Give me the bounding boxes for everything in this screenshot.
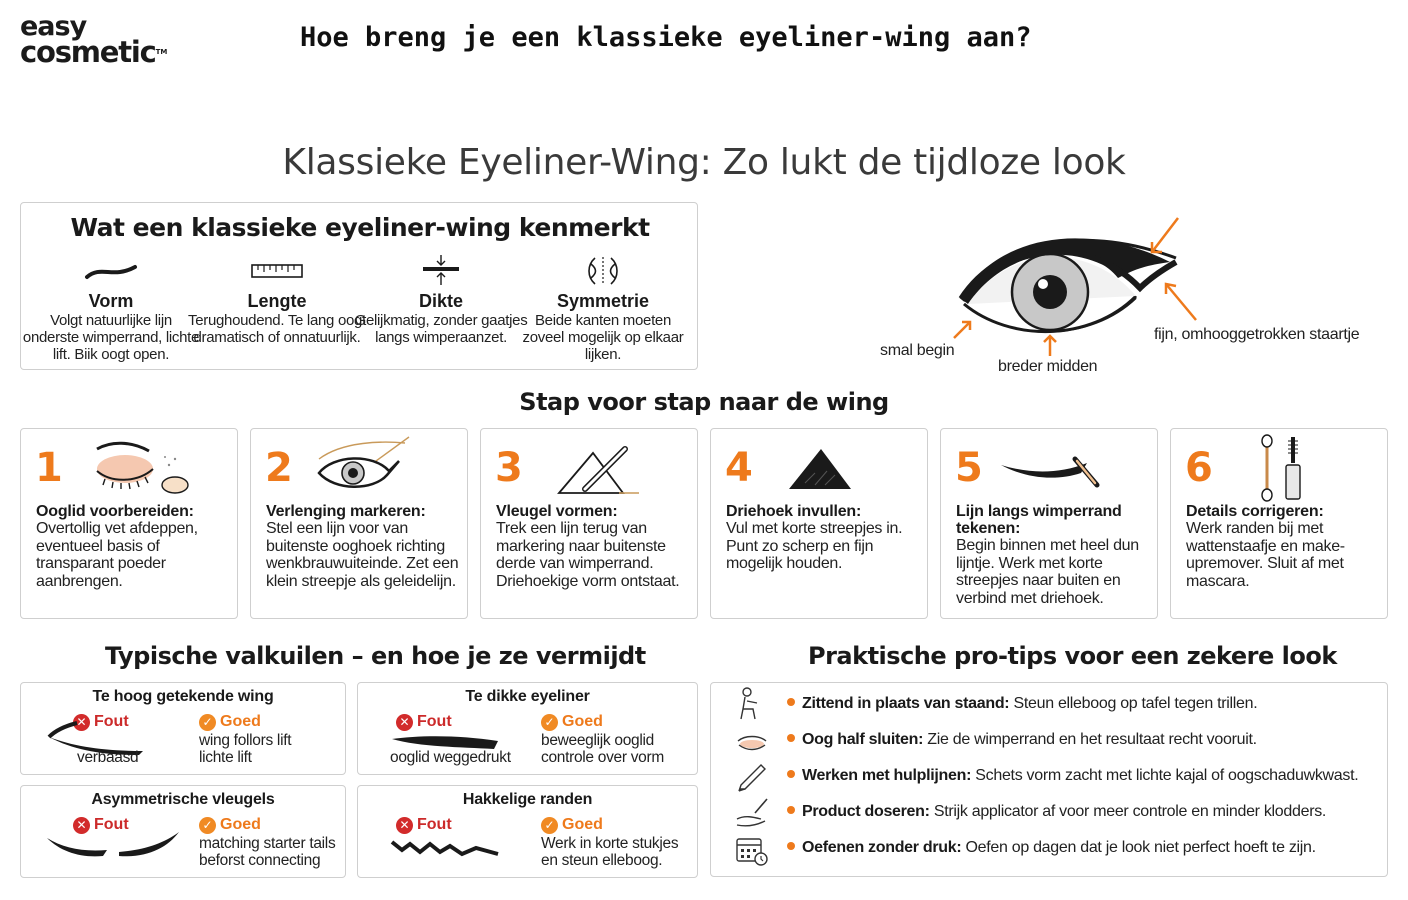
bullet-dot bbox=[787, 734, 795, 742]
right-badge: ✓ Goed bbox=[199, 713, 261, 731]
feature-text: Gelijkmatig, zonder gaatjes langs wimperaanzet. bbox=[354, 312, 528, 346]
right-caption: beweeglijk ooglid controle over vorm bbox=[541, 732, 664, 766]
jagged-liner-illustration bbox=[390, 836, 502, 860]
wrong-caption: verbaasd bbox=[77, 749, 139, 766]
pitfall-title: Te dikke eyeliner bbox=[465, 688, 590, 705]
right-caption: Werk in korte stukjes en steun elleboog. bbox=[541, 835, 679, 869]
pitfall-title: Asymmetrische vleugels bbox=[91, 791, 275, 808]
step-text: Stel een lijn voor van buitenste ooghoek richting wenkbrauwuiteinde. Zet een klein streepje als geleidelijn. bbox=[266, 520, 459, 590]
lash-line-pencil-icon bbox=[997, 449, 1107, 493]
step-5 bbox=[940, 428, 1158, 619]
step-2 bbox=[250, 428, 468, 619]
features-heading: Wat een klassieke eyeliner-wing kenmerkt bbox=[70, 213, 650, 242]
step-content bbox=[266, 503, 461, 590]
step-number: 6 bbox=[1185, 445, 1213, 491]
tips-heading: Praktische pro-tips voor een zekere look bbox=[808, 642, 1337, 670]
step-text: Vul met korte streepjes in. Punt zo scherp en fijn mogelijk houden. bbox=[726, 520, 903, 572]
step-number: 4 bbox=[725, 445, 753, 491]
step-number: 1 bbox=[35, 445, 63, 491]
feature-text: Volgt natuurlijke lijn onderste wimperrand, lichte lift. Biik oogt open. bbox=[22, 312, 200, 363]
tip-2: Oog half sluiten: Zie de wimperrand en het resultaat recht vooruit. bbox=[787, 731, 1257, 749]
eye-label-tail: fijn, omhooggetrokken staartje bbox=[1154, 326, 1360, 343]
step-text: Werk randen bij met wattenstaafje en make-upremover. Sluit af met mascara. bbox=[1186, 520, 1345, 590]
tips-panel bbox=[710, 682, 1388, 877]
feature-vorm bbox=[21, 255, 201, 363]
wrong-caption: ooglid weggedrukt bbox=[390, 749, 511, 766]
pitfall-jagged-edges bbox=[357, 785, 698, 878]
feature-text: Terughoudend. Te lang oogt dramatisch of onnatuurlijk. bbox=[188, 312, 366, 346]
step-text: Begin binnen met heel dun lijntje. Werk met korte streepjes naar buiten en verbind met driehoek. bbox=[956, 537, 1139, 607]
logo-trademark: TM bbox=[155, 48, 168, 56]
check-icon: ✓ bbox=[199, 714, 216, 731]
logo-line-1: easy bbox=[20, 11, 87, 42]
hand-applicator-icon bbox=[735, 797, 771, 829]
step-title: Details corrigeren: bbox=[1186, 503, 1324, 520]
feature-lengte bbox=[187, 255, 367, 346]
right-badge: ✓ Goed bbox=[541, 816, 603, 834]
right-badge: ✓ Goed bbox=[541, 713, 603, 731]
triangle-pen-icon bbox=[553, 441, 643, 501]
bullet-dot bbox=[787, 842, 795, 850]
sitting-person-icon bbox=[735, 687, 767, 721]
steps-heading: Stap voor stap naar de wing bbox=[519, 388, 889, 416]
pitfall-asymmetric bbox=[20, 785, 346, 878]
pencil-icon bbox=[735, 761, 769, 793]
wrong-badge: ✕ Fout bbox=[73, 816, 129, 834]
eye-label-middle: breder midden bbox=[998, 358, 1098, 375]
eye-label-start: smal begin bbox=[880, 342, 955, 359]
right-caption: wing follors lift lichte lift bbox=[199, 732, 292, 766]
closed-eye-powder-icon bbox=[91, 439, 201, 501]
step-text: Overtollig vet afdeppen, eventueel basis of transparant poeder aanbrengen. bbox=[36, 520, 198, 590]
curve-line-icon bbox=[83, 255, 139, 287]
right-badge: ✓ Goed bbox=[199, 816, 261, 834]
brand-logo bbox=[20, 11, 180, 69]
x-icon: ✕ bbox=[73, 714, 90, 731]
step-number: 3 bbox=[495, 445, 523, 491]
check-icon: ✓ bbox=[541, 714, 558, 731]
bullet-dot bbox=[787, 806, 795, 814]
step-title: Driehoek invullen: bbox=[726, 503, 862, 520]
symmetry-icon bbox=[575, 255, 631, 287]
thickness-icon bbox=[413, 255, 469, 287]
pitfalls-heading: Typische valkuilen – en hoe je ze vermijdt bbox=[105, 642, 646, 670]
check-icon: ✓ bbox=[199, 817, 216, 834]
feature-symmetrie bbox=[513, 255, 693, 363]
bullet-dot bbox=[787, 770, 795, 778]
step-4 bbox=[710, 428, 928, 619]
page-title: Hoe breng je een klassieke eyeliner-wing aan? bbox=[300, 22, 1032, 53]
calendar-icon bbox=[735, 835, 769, 867]
asymmetric-wings-illustration bbox=[43, 828, 183, 860]
filled-triangle-icon bbox=[785, 443, 855, 493]
feature-title: Symmetrie bbox=[556, 291, 650, 311]
step-title: Lijn langs wimperrand tekenen: bbox=[956, 503, 1122, 537]
pitfall-thick-liner bbox=[357, 682, 698, 775]
tip-3: Werken met hulplijnen: Schets vorm zacht met lichte kajal of oogschaduwkwast. bbox=[787, 767, 1358, 785]
logo-line-2: cosmetic™ bbox=[20, 35, 168, 69]
wrong-badge: ✕ Fout bbox=[396, 713, 452, 731]
step-content bbox=[36, 503, 231, 590]
step-title: Vleugel vormen: bbox=[496, 503, 618, 520]
wrong-badge: ✕ Fout bbox=[396, 816, 452, 834]
check-icon: ✓ bbox=[541, 817, 558, 834]
cotton-swab-mascara-icon bbox=[1253, 433, 1309, 503]
feature-title: Dikte bbox=[418, 291, 463, 311]
step-title: Verlenging markeren: bbox=[266, 503, 426, 520]
eye-guideline-icon bbox=[313, 435, 413, 501]
tip-4: Product doseren: Strijk applicator af voor meer controle en minder klodders. bbox=[787, 803, 1326, 821]
wrong-badge: ✕ Fout bbox=[73, 713, 129, 731]
pitfall-title: Hakkelige randen bbox=[462, 791, 593, 808]
tip-5: Oefenen zonder druk: Oefen op dagen dat je look niet perfect hoeft te zijn. bbox=[787, 839, 1316, 857]
step-content bbox=[1186, 503, 1381, 590]
x-icon: ✕ bbox=[396, 714, 413, 731]
right-caption: matching starter tails beforst connecting bbox=[199, 835, 336, 869]
step-text: Trek een lijn terug van markering naar buitenste derde van wimperrand. Driehoekige vorm ontstaat. bbox=[496, 520, 680, 590]
pitfall-high-wing bbox=[20, 682, 346, 775]
step-content bbox=[496, 503, 691, 590]
feature-title: Lengte bbox=[247, 291, 307, 311]
pitfall-title: Te hoog getekende wing bbox=[92, 688, 274, 705]
feature-dikte bbox=[351, 255, 531, 346]
half-closed-eye-icon bbox=[735, 733, 769, 753]
step-3 bbox=[480, 428, 698, 619]
step-content bbox=[956, 503, 1151, 607]
ruler-icon bbox=[249, 255, 305, 287]
bullet-dot bbox=[787, 698, 795, 706]
feature-text: Beide kanten moeten zoveel mogelijk op elkaar lijken. bbox=[522, 312, 684, 363]
tip-1: Zittend in plaats van staand: Steun elleboog op tafel tegen trillen. bbox=[787, 695, 1257, 713]
feature-title: Vorm bbox=[88, 291, 134, 311]
x-icon: ✕ bbox=[396, 817, 413, 834]
step-number: 5 bbox=[955, 445, 983, 491]
step-1 bbox=[20, 428, 238, 619]
step-number: 2 bbox=[265, 445, 293, 491]
x-icon: ✕ bbox=[73, 817, 90, 834]
step-content bbox=[726, 503, 921, 573]
features-panel bbox=[20, 202, 698, 370]
step-title: Ooglid voorbereiden: bbox=[36, 503, 194, 520]
step-6 bbox=[1170, 428, 1388, 619]
main-title: Klassieke Eyeliner-Wing: Zo lukt de tijdloze look bbox=[282, 142, 1126, 183]
